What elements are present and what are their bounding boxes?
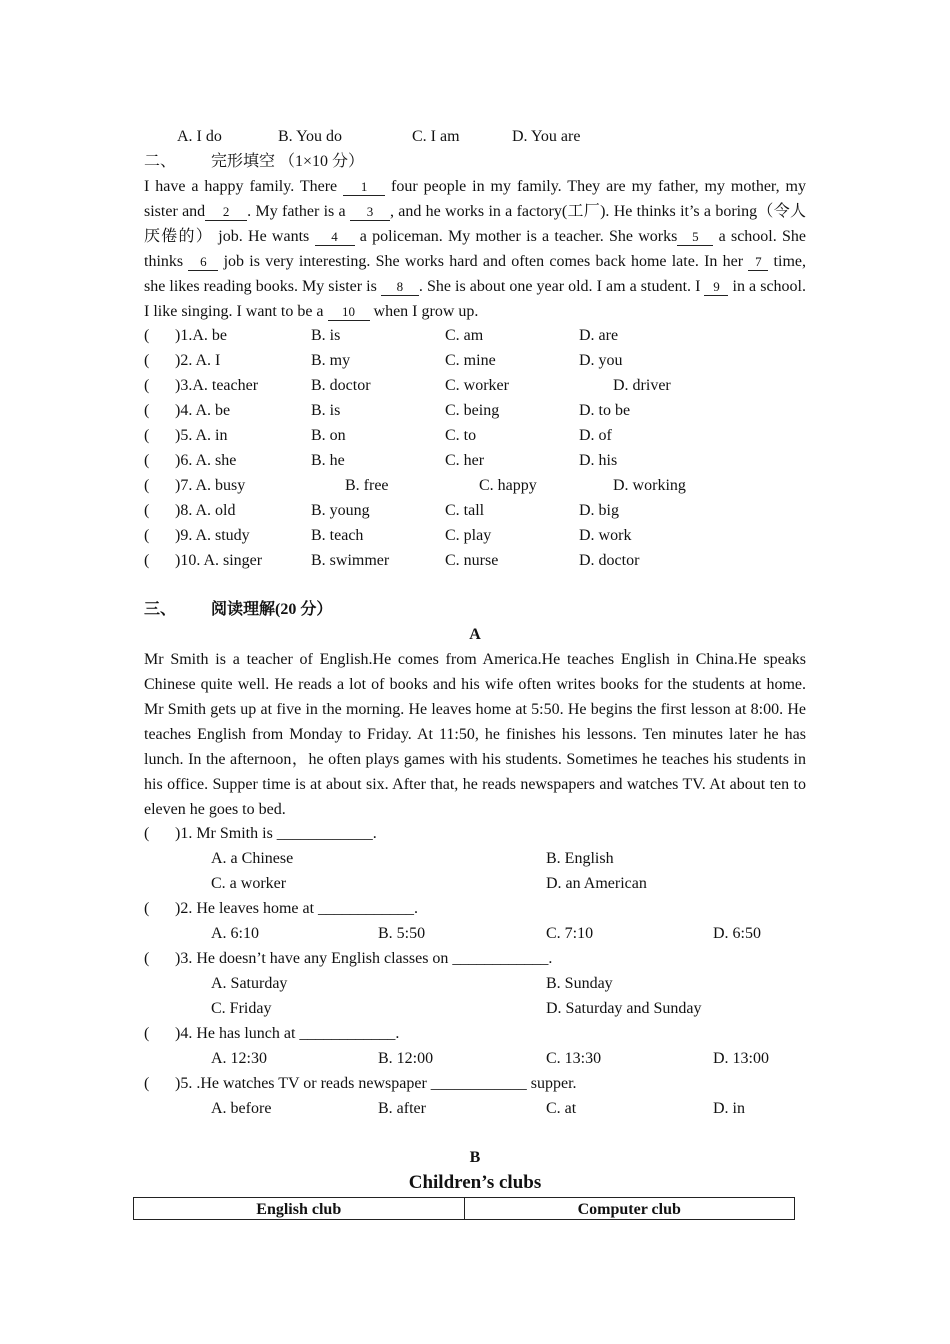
question-stem: )10. A. singer [175,552,263,569]
blank-2: 2 [205,204,247,221]
reading-q1-option-d: D. an American [546,875,647,892]
blank-6: 6 [188,254,218,271]
option-d: D. you [579,352,623,369]
cloze-text-6: a school. She thinks [144,228,807,270]
option-c: C. her [445,452,485,469]
option-b: B. is [311,327,341,344]
column-computer-club: Computer club [464,1198,795,1220]
cloze-text-2: four people in my family. They are my father, my mother, my sister and [144,178,806,220]
option-c: C. mine [445,352,496,369]
paren: ( [144,427,150,444]
paren: ( [144,1075,150,1092]
passage-b-label: B [469,1149,481,1166]
blank-3: 3 [350,204,390,221]
reading-q4-option-d: D. 13:00 [713,1050,769,1067]
option-d: D. of [579,427,612,444]
blank-8: 8 [381,279,419,296]
reading-q3-stem: )3. He doesn’t have any English classes on ____________. [175,950,553,967]
reading-q1-stem: )1. Mr Smith is ____________. [175,825,377,842]
reading-q5-option-d: D. in [713,1100,745,1117]
option-c: C. am [445,327,484,344]
paren: ( [144,900,150,917]
option-b: B. on [311,427,346,444]
paren: ( [144,1025,150,1042]
option-c: C. worker [445,377,509,394]
reading-q5-option-a: A. before [211,1100,272,1117]
reading-q4-option-a: A. 12:30 [211,1050,267,1067]
cloze-text-8: time, she likes reading books. My sister is [144,253,806,295]
prev-option-d: D. You are [512,128,581,145]
cloze-text-11: when I grow up. [369,303,479,320]
reading-q5-option-b: B. after [378,1100,426,1117]
option-d: D. his [579,452,618,469]
option-c: C. play [445,527,492,544]
option-c: C. happy [479,477,537,494]
paren: ( [144,452,150,469]
paren: ( [144,950,150,967]
cloze-text-10: in a school. I like singing. I want to be a [144,278,806,320]
paren: ( [144,825,150,842]
option-d: D. big [579,502,619,519]
option-d: D. are [579,327,619,344]
cloze-text-7: job is very interesting. She works hard and often comes back home late. In her [218,253,749,270]
cloze-text-3: . My father is a [247,203,350,220]
reading-q1-option-c: C. a worker [211,875,287,892]
option-d: D. driver [613,377,671,394]
reading-q4-stem: )4. He has lunch at ____________. [175,1025,400,1042]
blank-4: 4 [315,229,355,246]
blank-9: 9 [704,279,728,296]
reading-q3-option-c: C. Friday [211,1000,272,1017]
reading-q2-option-a: A. 6:10 [211,925,259,942]
cloze-text-9: . She is about one year old. I am a student. I [418,278,705,295]
question-stem: )7. A. busy [175,477,246,494]
question-stem: )2. A. I [175,352,221,369]
reading-q3-option-a: A. Saturday [211,975,288,992]
prev-option-c: C. I am [412,128,460,145]
cloze-text-4: , and he works in a factory(工厂). He thinks it’s a boring（令人厌倦的） job. He wants [144,203,806,245]
reading-q2-option-c: C. 7:10 [546,925,594,942]
paren: ( [144,327,150,344]
option-d: D. to be [579,402,631,419]
table-header-row [134,1198,795,1220]
paren: ( [144,402,150,419]
option-b: B. teach [311,527,364,544]
reading-q2-option-d: D. 6:50 [713,925,761,942]
blank-10: 10 [328,304,370,321]
prev-option-a: A. I do [177,128,222,145]
clubs-table [133,1197,795,1220]
option-c: C. nurse [445,552,499,569]
cloze-text-1: I have a happy family. There [144,178,344,195]
column-english-club: English club [134,1198,465,1220]
section3-title: 阅读理解(20 分） [211,601,333,618]
reading-q5-option-c: C. at [546,1100,577,1117]
reading-q3-option-b: B. Sunday [546,975,613,992]
reading-q2-stem: )2. He leaves home at ____________. [175,900,419,917]
question-stem: )8. A. old [175,502,236,519]
option-c: C. tall [445,502,485,519]
paren: ( [144,477,150,494]
reading-q3-option-d: D. Saturday and Sunday [546,1000,702,1017]
paren: ( [144,377,150,394]
section3-number: 三、 [144,601,177,618]
cloze-passage [144,174,806,324]
section2-number: 二、 [144,153,177,170]
paren: ( [144,552,150,569]
passage-a-text: Mr Smith is a teacher of English.He comes from America.He teaches English in China.He speaks Chinese quite well. He reads a lot of books and his wife often writes books for the students at home. Mr Smith gets up at five in the morning. He leaves home at 5:50. He begins the first lesson at 8:00. He teaches English from Monday to Friday. At 11:50, he finishes his lessons. Ten minutes later he has lunch. In the afternoon，he often plays games with his students. Sometimes he teaches his students in his office. Supper time is at about six. After that, he reads newspapers and watches TV. At about ten to eleven he goes to bed. [144,651,806,818]
option-c: C. to [445,427,477,444]
paren: ( [144,527,150,544]
reading-q5-stem: )5. .He watches TV or reads newspaper ____________ supper. [175,1075,577,1092]
paren: ( [144,502,150,519]
cloze-text-5: a policeman. My mother is a teacher. She works [354,228,678,245]
blank-7: 7 [748,254,768,271]
question-stem: )3.A. teacher [175,377,259,394]
passage-b-title: Children’s clubs [408,1172,542,1193]
question-stem: )9. A. study [175,527,250,544]
question-stem: )6. A. she [175,452,237,469]
option-b: B. he [311,452,345,469]
paren: ( [144,352,150,369]
option-b: B. free [345,477,389,494]
question-stem: )4. A. be [175,402,231,419]
option-d: D. working [613,477,686,494]
reading-q4-option-c: C. 13:30 [546,1050,602,1067]
passage-a-label: A [469,626,481,643]
prev-option-b: B. You do [278,128,343,145]
option-d: D. doctor [579,552,640,569]
option-b: B. is [311,402,341,419]
option-b: B. young [311,502,370,519]
question-stem: )5. A. in [175,427,228,444]
section2-title: 完形填空 （1×10 分） [211,153,365,170]
option-b: B. swimmer [311,552,390,569]
reading-q1-option-b: B. English [546,850,614,867]
option-c: C. being [445,402,500,419]
question-stem: )1.A. be [175,327,227,344]
reading-q1-option-a: A. a Chinese [211,850,294,867]
option-b: B. doctor [311,377,371,394]
option-d: D. work [579,527,632,544]
option-b: B. my [311,352,351,369]
blank-5: 5 [677,229,713,246]
blank-1: 1 [343,179,385,196]
reading-q4-option-b: B. 12:00 [378,1050,434,1067]
reading-q2-option-b: B. 5:50 [378,925,426,942]
